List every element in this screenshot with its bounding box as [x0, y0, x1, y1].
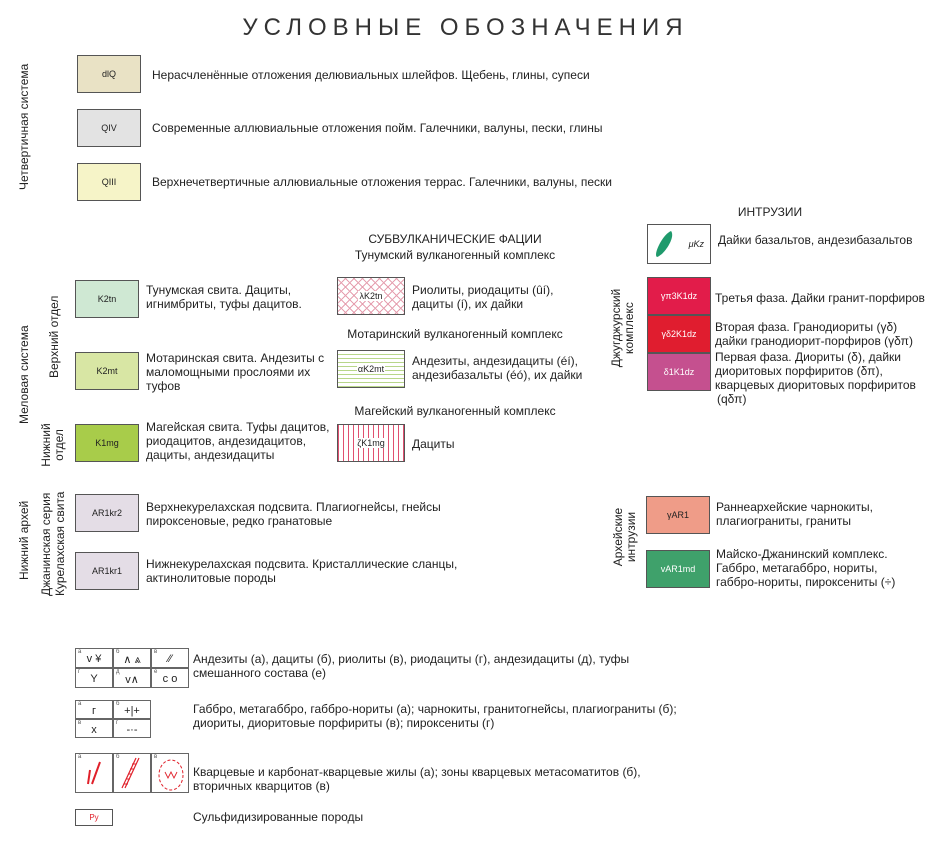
- cell-tag: в: [154, 649, 158, 655]
- symbol-cell-rhyolite: [151, 648, 189, 668]
- legend-desc-k2tn: [146, 283, 302, 311]
- symbol-cell-rhyodacite: [75, 668, 113, 688]
- legend-desc-qiii: Верхнечетвертичные аллювиальные отложения террас. Галечники, валуны, пески: [152, 175, 612, 189]
- symbol-cell-andesite: [75, 648, 113, 668]
- label-lower-division: Нижний отдел: [39, 423, 66, 467]
- legend-title: УСЛОВНЫЕ ОБОЗНАЧЕНИЯ: [242, 14, 689, 41]
- desc-line: пироксеновые, редко гранатовые: [146, 514, 333, 528]
- legend-box-qiv: [77, 109, 141, 147]
- legend-box-phase3: [647, 277, 711, 315]
- legend-box-k2mt: [75, 352, 139, 390]
- desc-line: дайки гранодиорит-порфиров (γδπ): [715, 334, 913, 348]
- cell-tag: г: [78, 669, 81, 675]
- legend-code: vAR1md: [660, 564, 696, 574]
- cell-symbol: -·-: [126, 724, 138, 736]
- label-archean-intrusions: Архейские интрузии: [611, 507, 638, 567]
- legend-box-k2tn: [75, 280, 139, 318]
- symbol-cell-charnockite: [113, 700, 151, 719]
- subvolcanic-heading: СУБВУЛКАНИЧЕСКИЕ ФАЦИИ: [368, 232, 542, 246]
- legend-code: AR1kr2: [91, 508, 122, 518]
- legend-code: γπ3K1dz: [660, 291, 698, 301]
- legend-desc-andesites: [412, 354, 582, 382]
- desc-line: Нижнекурелахская подсвита. Кристаллические сланцы,: [146, 557, 458, 571]
- cell-tag: в: [78, 720, 82, 726]
- cell-symbol: v ¥: [86, 653, 102, 665]
- legend-code: μKz: [688, 239, 704, 249]
- desc-line: Андезиты (а), дациты (б), риолиты (в), риодациты (г), андезидациты (д), туфы: [193, 652, 630, 666]
- cell-symbol: +|+: [124, 705, 140, 717]
- cell-symbol: ∧ ⩓: [123, 654, 141, 666]
- legend-desc-dacites: Дациты: [412, 437, 455, 451]
- legend-code: K2mt: [96, 366, 118, 376]
- legend-box-phase1: [647, 353, 711, 391]
- legend-code: dlQ: [101, 69, 116, 79]
- desc-line: андезибазальты (éó), их дайки: [412, 368, 583, 382]
- symbol-cell-quartz-veins: [75, 753, 113, 793]
- cell-tag: б: [116, 649, 120, 655]
- dyke-lens-icon: [652, 229, 676, 259]
- desc-line: маломощными прослоями их: [146, 365, 311, 379]
- legend-box-qiii: [77, 163, 141, 201]
- desc-line: вторичных кварцитов (в): [193, 779, 330, 793]
- label-archean: Нижний архей: [17, 500, 31, 580]
- legend-desc-dlq: Нерасчленённые отложения делювиальных шлейфов. Щебень, глины, супеси: [152, 68, 590, 82]
- symbol-cell-pyroxenite: [113, 719, 151, 738]
- legend-box-alpha-k2mt: [337, 350, 405, 388]
- legend-desc-charnockites: [716, 500, 873, 528]
- cell-symbol: x: [91, 724, 97, 736]
- cell-tag: г: [116, 720, 119, 726]
- desc-line: Верхнекурелахская подсвита. Плагиогнейсы, гнейсы: [146, 500, 441, 514]
- legend-code: ζK1mg: [357, 438, 385, 448]
- desc-line: Андезиты, андезидациты (éí),: [412, 354, 578, 368]
- cell-tag: а: [78, 649, 82, 655]
- legend-box-zeta-k1mg: [337, 424, 405, 462]
- legend-code: γδ2K1dz: [661, 329, 697, 339]
- desc-line: смешанного состава (е): [193, 666, 327, 680]
- desc-line: игнимбриты, туфы дацитов.: [146, 297, 302, 311]
- legend-code: K2tn: [97, 294, 117, 304]
- quartz-vein-icon: [76, 754, 114, 794]
- legend-box-k1mg: [75, 424, 139, 462]
- legend-code: AR1kr1: [91, 566, 122, 576]
- desc-line: плагиограниты, граниты: [716, 514, 851, 528]
- cell-tag: е: [154, 669, 158, 675]
- legend-box-ar1kr2: [75, 494, 139, 532]
- legend-box-pyrite: [75, 809, 113, 826]
- desc-line: диориты, диоритовые порфириты (в); пироксениты (г): [193, 716, 495, 730]
- legend-desc-phase2: [715, 320, 913, 348]
- legend-desc-phase1: [715, 350, 916, 406]
- symbols-sulfide-desc: Сульфидизированные породы: [193, 810, 364, 824]
- legend-code: γAR1: [666, 510, 689, 520]
- cell-tag: б: [116, 754, 120, 760]
- legend-code: δ1K1dz: [663, 367, 695, 377]
- symbol-cell-metasomatites: [113, 753, 151, 793]
- label-dzhugdzhur-complex: Джугджурский комплекс: [609, 288, 636, 368]
- label-dzhaninsk-series: Джанинская серия: [39, 492, 53, 596]
- desc-line: Риолиты, риодациты (ûí),: [412, 283, 554, 297]
- legend-box-dlq: [77, 55, 141, 93]
- cell-symbol: ⁄⁄: [168, 653, 172, 665]
- desc-line: диоритовых порфиритов (δπ),: [715, 364, 883, 378]
- desc-line: габбро-нориты, пироксениты (÷): [716, 575, 896, 589]
- desc-line: риодацитов, андезидацитов,: [146, 434, 307, 448]
- legend-code: QIV: [101, 123, 117, 133]
- symbol-cell-secondary-quartzites: [151, 753, 189, 793]
- intrusions-heading: ИНТРУЗИИ: [737, 205, 803, 219]
- desc-line: Мотаринская свита. Андезиты с: [146, 351, 325, 365]
- symbol-cell-diorite: [75, 719, 113, 738]
- label-quaternary: Четвертичная система: [17, 63, 31, 190]
- legend-box-dykes: [647, 224, 711, 264]
- desc-line: Тунумская свита. Дациты,: [146, 283, 292, 297]
- cell-symbol: v∧: [125, 674, 139, 686]
- cell-tag: б: [116, 701, 120, 707]
- cell-tag: а: [78, 701, 82, 707]
- legend-code: Py: [89, 813, 99, 822]
- desc-line: (qδπ): [717, 392, 747, 406]
- desc-line: актинолитовые породы: [146, 571, 276, 585]
- legend-desc-ar1kr2: [146, 500, 441, 528]
- desc-line: Магейская свита. Туфы дацитов,: [146, 420, 330, 434]
- symbols-volcanic-desc: [193, 652, 629, 680]
- legend-box-lambda-k2tn: [337, 277, 405, 315]
- desc-line: Габбро, метагаббро, габбро-нориты (а); чарнокиты, гранитогнейсы, плагиограниты (б);: [193, 702, 677, 716]
- cell-tag: д: [116, 669, 120, 675]
- label-upper-division: Верхний отдел: [47, 295, 61, 378]
- cell-symbol: Y: [90, 673, 98, 685]
- legend-desc-maisko: [716, 547, 895, 589]
- legend-desc-k1mg: [146, 420, 329, 462]
- complex-tunum: Тунумский вулканогенный комплекс: [354, 248, 556, 262]
- desc-line: кварцевых диоритовых порфиритов: [715, 378, 916, 392]
- desc-line: Габбро, метагаббро, нориты,: [716, 561, 878, 575]
- symbol-cell-mixed-tuff: [151, 668, 189, 688]
- secondary-quartzite-icon: [152, 754, 190, 794]
- label-kurelakh-suite: Курелахская свита: [53, 491, 67, 596]
- legend-desc-qiv: Современные аллювиальные отложения пойм. Галечники, валуны, пески, глины: [152, 121, 603, 135]
- complex-mageisk: Магейский вулканогенный комплекс: [354, 404, 556, 418]
- metasomatite-zone-icon: [114, 754, 152, 794]
- legend-box-phase2: [647, 315, 711, 353]
- legend-desc-rhyolites: [412, 283, 553, 311]
- desc-line: туфов: [146, 379, 181, 393]
- legend-code: QIII: [101, 177, 117, 187]
- legend-desc-dykes: Дайки базальтов, андезибазальтов: [718, 233, 913, 247]
- legend-desc-k2mt: [146, 351, 324, 393]
- desc-line: Вторая фаза. Гранодиориты (γδ): [715, 320, 898, 334]
- symbol-cell-gabbro: [75, 700, 113, 719]
- legend-box-gamma-ar1: [646, 496, 710, 534]
- desc-line: Первая фаза. Диориты (δ), дайки: [715, 350, 901, 364]
- legend-code: λK2tn: [359, 291, 383, 301]
- cell-symbol: c o: [162, 673, 178, 685]
- legend-desc-phase3: Третья фаза. Дайки гранит-порфиров: [715, 291, 925, 305]
- complex-motarin: Мотаринский вулканогенный комплекс: [347, 327, 563, 341]
- symbol-cell-andesidacite: [113, 668, 151, 688]
- desc-line: Раннеархейские чарнокиты,: [716, 500, 873, 514]
- symbols-intrusive-desc: [193, 702, 677, 730]
- label-cretaceous: Меловая система: [17, 325, 31, 424]
- cell-tag: а: [78, 754, 82, 760]
- symbols-veins-desc: [193, 765, 641, 793]
- legend-box-v-ar1md: [646, 550, 710, 588]
- cell-symbol: г: [91, 705, 96, 717]
- desc-line: дациты (í), их дайки: [412, 297, 524, 311]
- desc-line: Майско-Джанинский комплекс.: [716, 547, 888, 561]
- legend-code: αK2mt: [357, 364, 385, 374]
- desc-line: дациты, андезидациты: [146, 448, 275, 462]
- legend-desc-ar1kr1: [146, 557, 457, 585]
- cell-tag: в: [154, 754, 158, 760]
- legend-box-ar1kr1: [75, 552, 139, 590]
- legend-code: K1mg: [95, 438, 119, 448]
- symbol-cell-dacite: [113, 648, 151, 668]
- desc-line: Кварцевые и карбонат-кварцевые жилы (а); зоны кварцевых метасоматитов (б),: [193, 765, 641, 779]
